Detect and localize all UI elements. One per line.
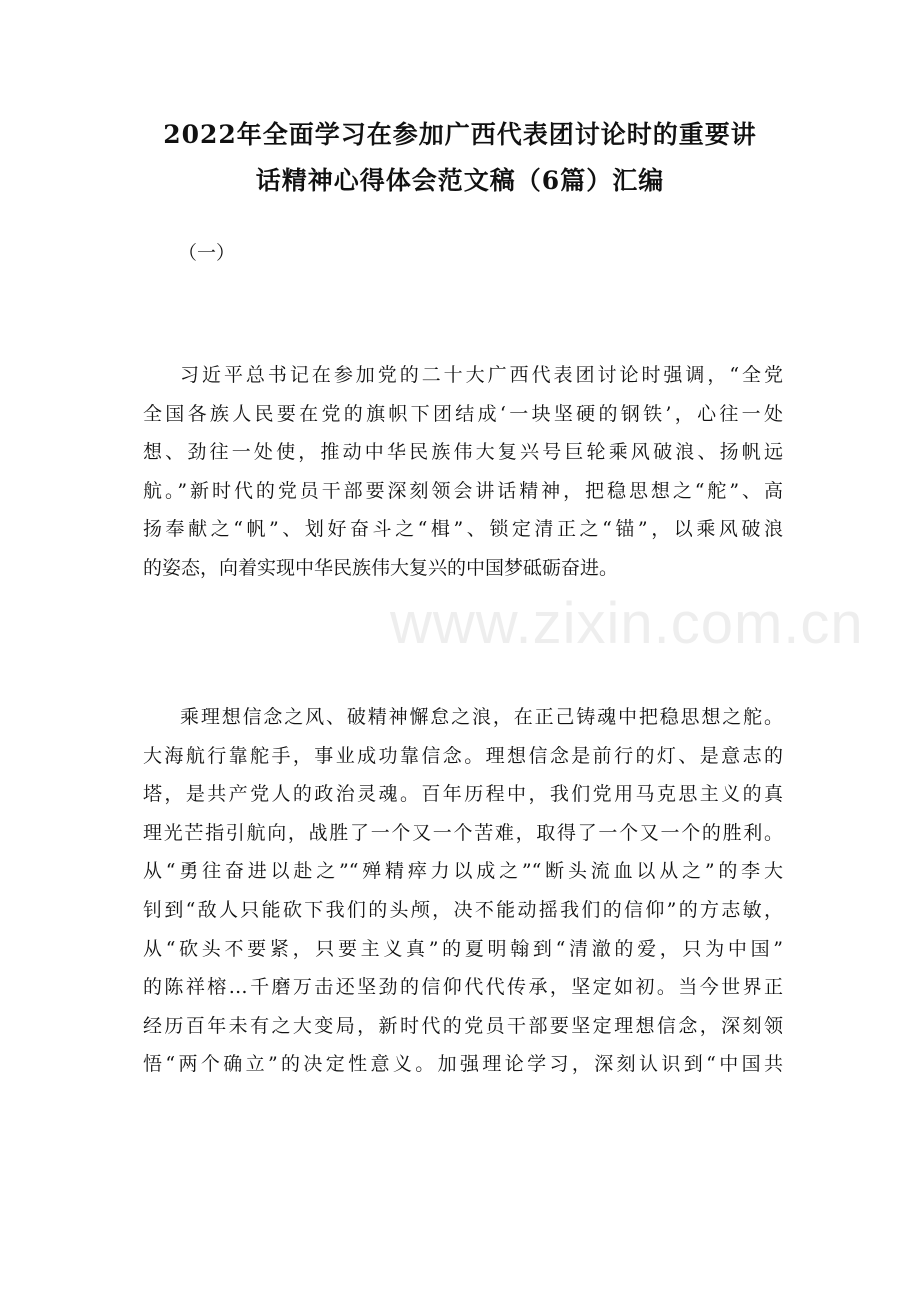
paragraph-line: 乘理想信念之风、破精神懈怠之浪，在正己铸魂中把稳思想之舵。 — [180, 706, 783, 728]
paragraph-line: 从“勇往奋进以赴之”“殚精瘁力以成之”“断头流血以从之”的李大 — [143, 860, 783, 883]
paragraph-line: 钊到“敌人只能砍下我们的头颅，决不能动摇我们的信仰”的方志敏， — [143, 898, 783, 921]
section-number: （一） — [178, 242, 236, 264]
paragraph-line: 想、劲往一处使，推动中华民族伟大复兴号巨轮乘风破浪、扬帆远 — [143, 441, 783, 464]
paragraph-line: 塔，是共产党人的政治灵魂。百年历程中，我们党用马克思主义的真 — [143, 783, 783, 806]
paragraph-line: 航。”新时代的党员干部要深刻领会讲话精神，把稳思想之“舵”、高 — [143, 479, 783, 502]
paragraph-line: 悟“两个确立”的决定性意义。加强理论学习，深刻认识到“中国共 — [143, 1053, 783, 1076]
paragraph-line: 理光芒指引航向，战胜了一个又一个苦难，取得了一个又一个的胜利。 — [143, 821, 783, 844]
document-title — [100, 112, 820, 204]
paragraph-line: 经历百年未有之大变局，新时代的党员干部要坚定理想信念，深刻领 — [143, 1014, 783, 1037]
paragraph-line: 的陈祥榕…千磨万击还坚劲的信仰代代传承，坚定如初。当今世界正 — [143, 976, 783, 999]
title-line-2: 话精神心得体会范文稿（6篇）汇编 — [255, 166, 665, 195]
paragraph-line: 大海航行靠舵手，事业成功靠信念。理想信念是前行的灯、是意志的 — [143, 744, 783, 767]
title-line-1: 2022年全面学习在参加广西代表团讨论时的重要讲 — [163, 120, 757, 149]
watermark: www.zixin.com.cn — [390, 591, 864, 656]
paragraph-1 — [143, 356, 783, 588]
paragraph-line: 从“砍头不要紧，只要主义真”的夏明翰到“清澈的爱，只为中国” — [143, 937, 783, 960]
paragraph-line: 的姿态，向着实现中华民族伟大复兴的中国梦砥砺奋进。 — [143, 556, 619, 579]
paragraph-line: 全国各族人民要在党的旗帜下团结成‘一块坚硬的钢铁’，心往一处 — [143, 402, 783, 425]
paragraph-line: 扬奉献之“帆”、划好奋斗之“楫”、锁定清正之“锚”，以乘风破浪 — [143, 518, 783, 541]
paragraph-line: 习近平总书记在参加党的二十大广西代表团讨论时强调，“全党 — [180, 364, 783, 386]
paragraph-2 — [143, 698, 783, 1084]
